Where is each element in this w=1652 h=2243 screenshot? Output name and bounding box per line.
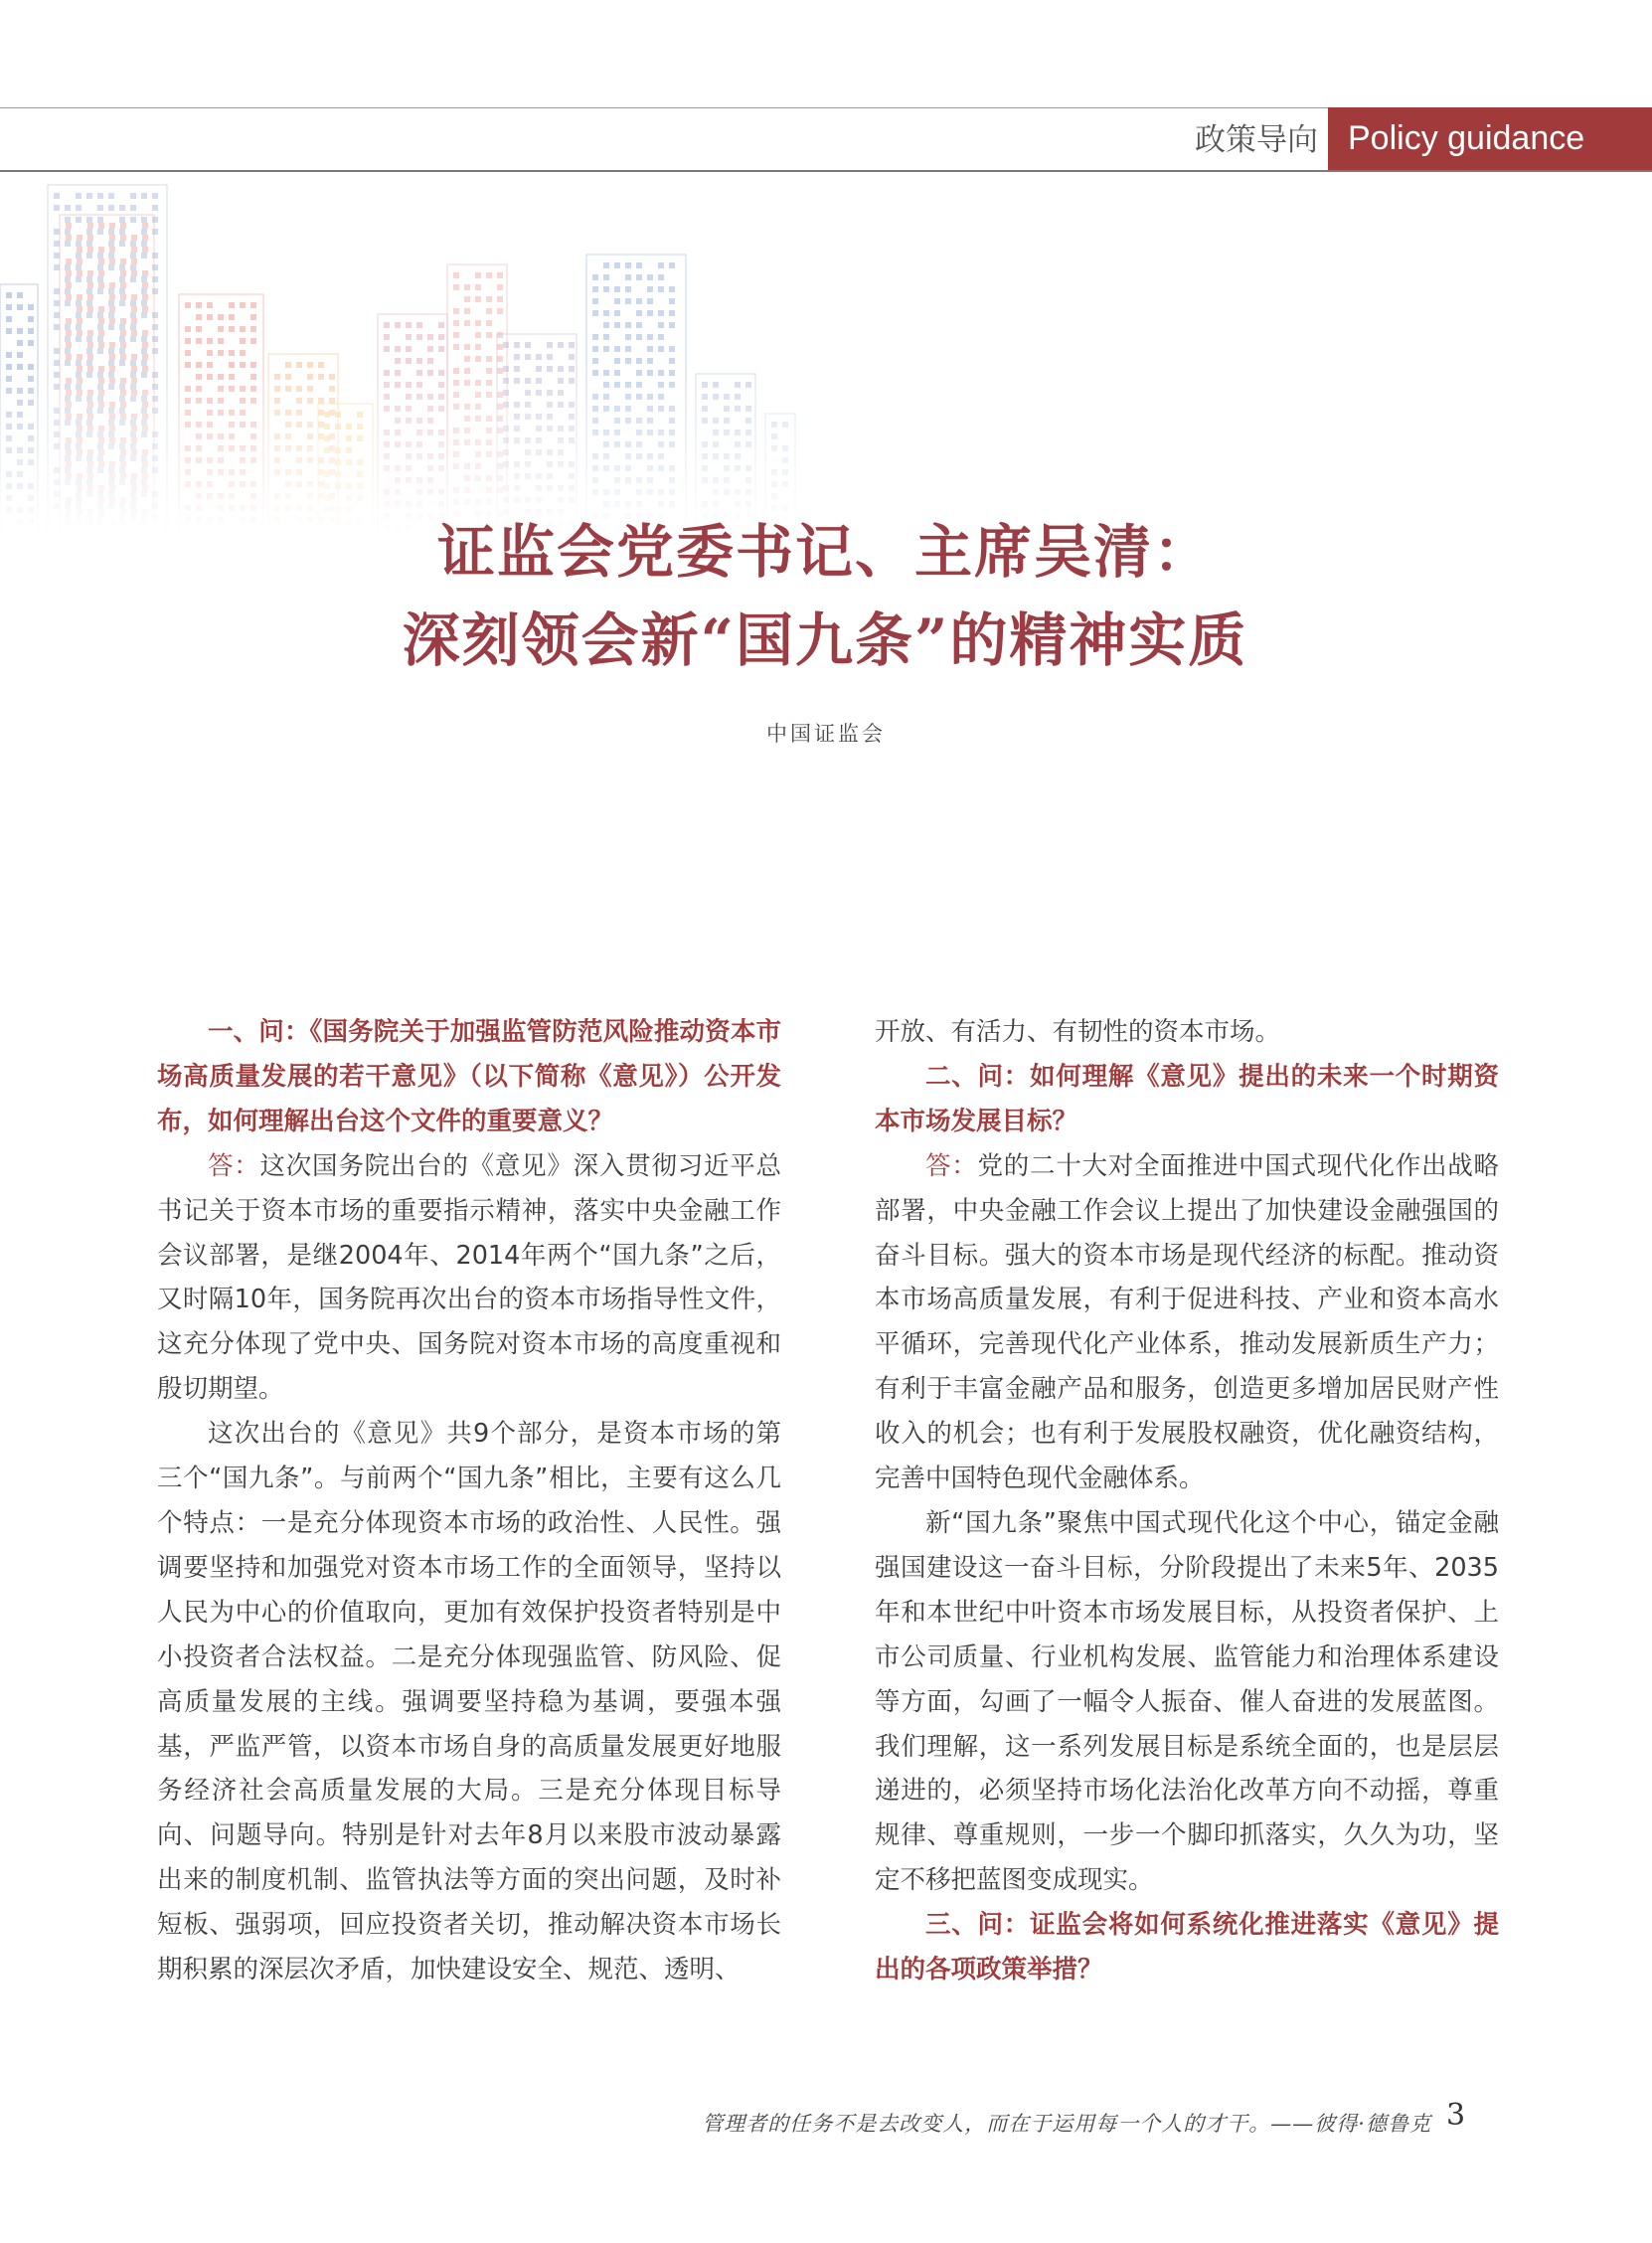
question-3: 三、问：证监会将如何系统化推进落实《意见》提出的各项政策举措？ <box>875 1910 1499 1985</box>
answer-label: 答： <box>925 1150 978 1181</box>
answer-1-paragraph-2: 这次出台的《意见》共9个部分，是资本市场的第三个“国九条”。与前两个“国九条”相比，主要有这么几个特点：一是充分体现资本市场的政治性、人民性。强调要坚持和加强党对资本市场工作的全面领导，坚持以人民为中心的价值取向，更加有效保护投资者特别是中小投资者合法权益。二是充分体现强监管、防风险、促高质量发展的主线。强调要坚持稳为基调，要强本强基，严监严管，以资本市场自身的高质量发展更好地服务经济社会高质量发展的大局。三是充分体现目标导向、问题导向。特别是针对去年8月以来股市波动暴露出来的制度机制、监管执法等方面的突出问题，及时补短板、强弱项，回应投资者关切，推动解决资本市场长期积累的深层次矛盾，加快建设安全、规范、透明、 <box>157 1419 781 1985</box>
body-column-left <box>157 1010 781 1992</box>
footer-quote: 管理者的任务不是去改变人，而在于运用每一个人的才干。——彼得·德鲁克 <box>702 2112 1431 2136</box>
skyline-fade <box>0 175 815 533</box>
section-label-en: Policy guidance <box>1328 107 1652 170</box>
article-title-line2: 深刻领会新“国九条”的精神实质 <box>402 606 1248 674</box>
continued-paragraph: 开放、有活力、有韧性的资本市场。 <box>875 1017 1281 1047</box>
page-number: 3 <box>1446 2098 1466 2133</box>
answer-text: 这次国务院出台的《意见》深入贯彻习近平总书记关于资本市场的重要指示精神，落实中央金融工作会议部署，是继2004年、2014年两个“国九条”之后，又时隔10年，国务院再次出台的资本市场指导性文件，这充分体现了党中央、国务院对资本市场的高度重视和殷切期望。 <box>157 1150 781 1405</box>
section-label-cn: 政策导向 <box>1195 122 1318 158</box>
answer-1-paragraph <box>157 1144 781 1412</box>
question-1: 一、问：《国务院关于加强监管防范风险推动资本市场高质量发展的若干意见》（以下简称《意见》）公开发布，如何理解出台这个文件的重要意义？ <box>157 1017 781 1136</box>
header-rule <box>0 170 1652 172</box>
answer-text: 党的二十大对全面推进中国式现代化作出战略部署，中央金融工作会议上提出了加快建设金融强国的奋斗目标。强大的资本市场是现代经济的标配。推动资本市场高质量发展，有利于促进科技、产业和资本高水平循环，完善现代化产业体系，推动发展新质生产力；有利于丰富金融产品和服务，创造更多增加居民财产性收入的机会；也有利于发展股权融资，优化融资结构，完善中国特色现代金融体系。 <box>875 1150 1499 1494</box>
article-author: 中国证监会 <box>766 722 886 746</box>
article-title-line1: 证监会党委书记、主席吴清： <box>436 518 1213 586</box>
answer-2-paragraph <box>875 1144 1499 1501</box>
answer-2-paragraph-2: 新“国九条”聚焦中国式现代化这个中心，锚定金融强国建设这一奋斗目标，分阶段提出了未来5年、2035年和本世纪中叶资本市场发展目标，从投资者保护、上市公司质量、行业机构发展、监管能力和治理体系建设等方面，勾画了一幅令人振奋、催人奋进的发展蓝图。我们理解，这一系列发展目标是系统全面的，也是层层递进的，必须坚持市场化法治化改革方向不动摇，尊重规律、尊重规则，一步一个脚印抓落实，久久为功，坚定不移把蓝图变成现实。 <box>875 1507 1499 1896</box>
body-column-right <box>875 1010 1499 1992</box>
city-skyline-illustration <box>0 175 815 533</box>
answer-label: 答： <box>208 1150 260 1181</box>
question-2: 二、问：如何理解《意见》提出的未来一个时期资本市场发展目标？ <box>875 1061 1499 1136</box>
